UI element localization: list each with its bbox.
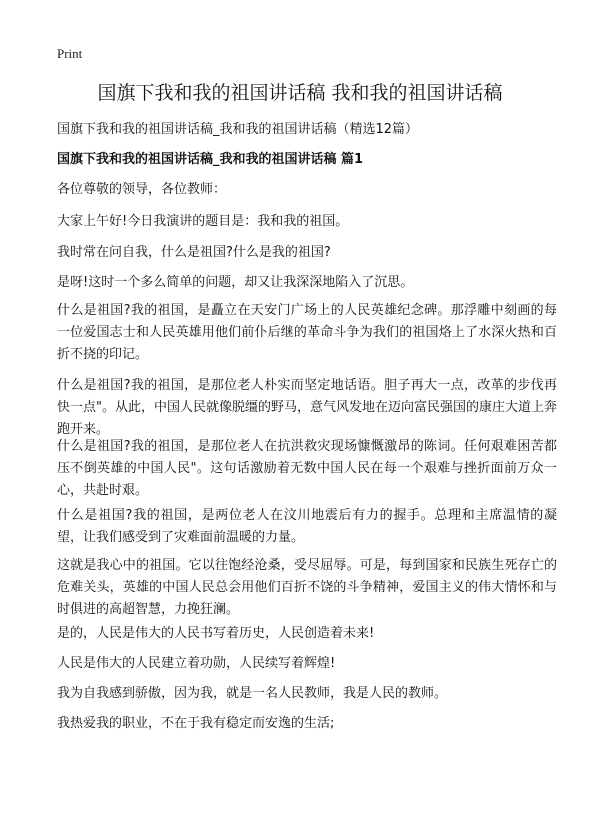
paragraph-motherland: 这就是我心中的祖国。它以往饱经沧桑，受尽屈辱。可是，每到国家和民族生死存亡的危难关头，英雄的中国人民总会用他们百折不饶的斗争精神，爱国主义的伟大情怀和与时俱进的高超智慧，力挽狂澜。: [57, 558, 557, 617]
paragraph-reform: 什么是祖国?我的祖国，是那位老人朴实而坚定地话语。胆子再大一点，改革的步伐再快一点"。从此，中国人民就像脱缰的野马，意气风发地在迈向富民强国的康庄大道上奔跑开来。: [57, 378, 557, 437]
paragraph-flood: 什么是祖国?我的祖国，是那位老人在抗洪救灾现场慷慨激昂的陈词。任何艰难困苦都压不倒英雄的中国人民"。这句话激励着无数中国人民在每一个艰难与挫折面前万众一心，共赴时艰。: [57, 439, 557, 498]
paragraph-monument: 什么是祖国?我的祖国，是矗立在天安门广场上的人民英雄纪念碑。那浮雕中刻画的每一位爱国志士和人民英雄用他们前仆后继的革命斗争为我们的祖国烙上了水深火热和百折不挠的印记。: [57, 303, 557, 362]
document-subtitle: 国旗下我和我的祖国讲话稿_我和我的祖国讲话稿（精选12篇）: [57, 122, 419, 137]
paragraph-people-glory: 人民是伟大的人民建立着功勋，人民续写着辉煌!: [57, 656, 336, 671]
paragraph-greeting: 各位尊敬的领导，各位教师：: [57, 182, 227, 197]
paragraph-question: 我时常在问自我，什么是祖国?什么是我的祖国?: [57, 245, 331, 260]
page-title: 国旗下我和我的祖国讲话稿 我和我的祖国讲话稿: [97, 82, 503, 104]
paragraph-earthquake: 什么是祖国?我的祖国，是两位老人在汶川地震后有力的握手。总理和主席温情的凝望，让我们感受到了灾难面前温暖的力量。: [57, 508, 557, 545]
paragraph-people-history: 是的，人民是伟大的人民书写着历史，人民创造着未来!: [57, 626, 375, 641]
paragraph-topic: 大家上午好!今日我演讲的题目是：我和我的祖国。: [57, 214, 349, 229]
paragraph-pride: 我为自我感到骄傲，因为我，就是一名人民教师，我是人民的教师。: [57, 686, 448, 701]
paragraph-reflection: 是呀!这时一个多么简单的问题，却又让我深深地陷入了沉思。: [57, 275, 414, 290]
paragraph-profession: 我热爱我的职业，不在于我有稳定而安逸的生活;: [57, 716, 335, 731]
section-heading: 国旗下我和我的祖国讲话稿_我和我的祖国讲话稿 篇1: [57, 152, 364, 167]
print-link[interactable]: Print: [57, 46, 83, 61]
